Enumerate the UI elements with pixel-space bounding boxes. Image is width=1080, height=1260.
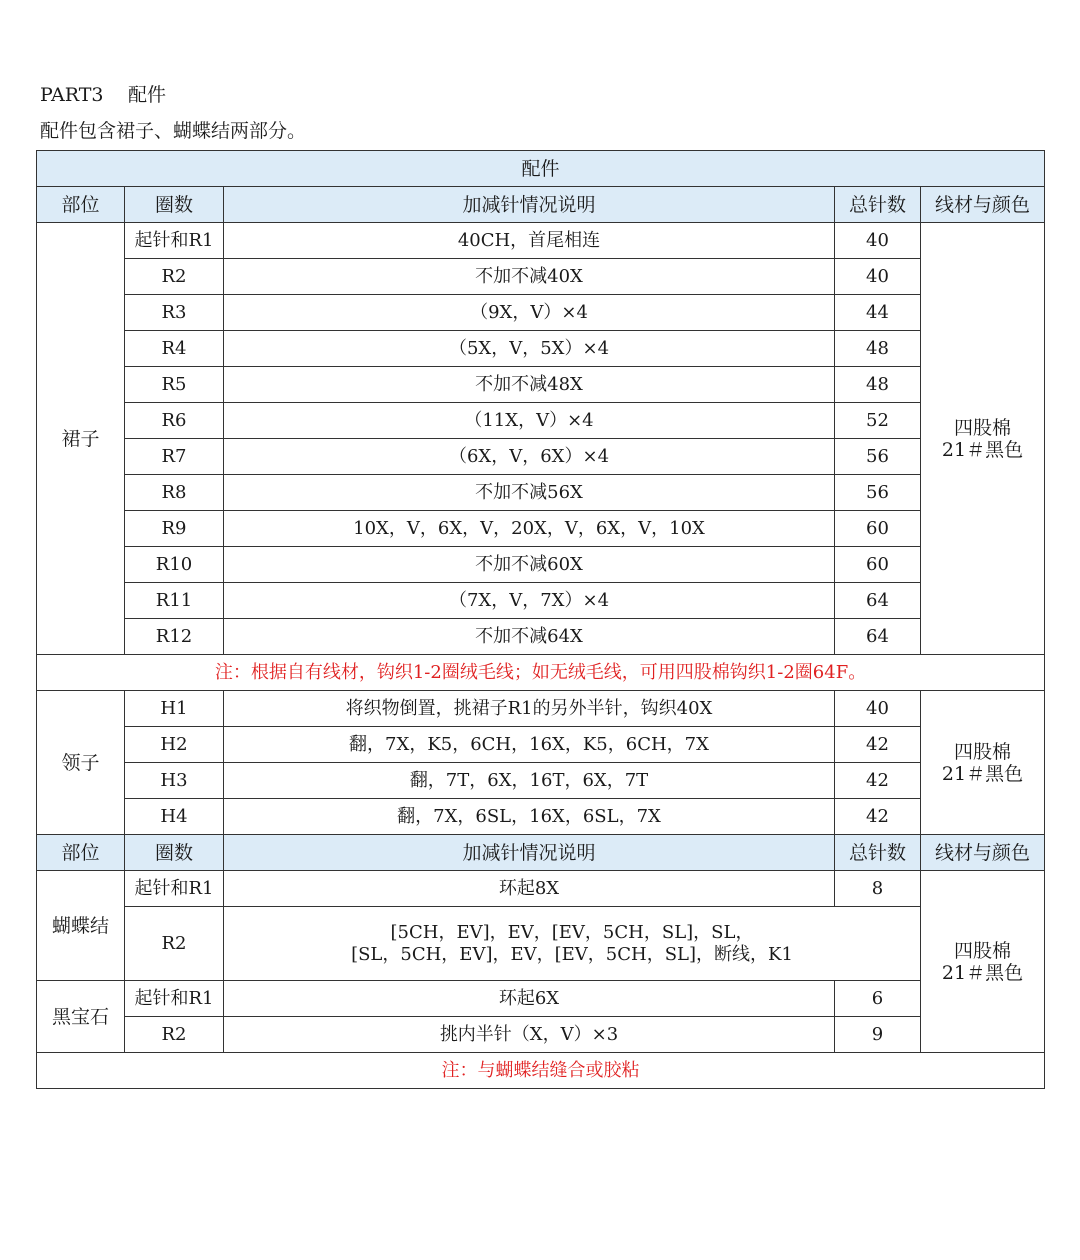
round-cell: R2	[125, 907, 224, 981]
description-cell: 环起6X	[224, 981, 835, 1017]
description-cell: （6X，V，6X）×4	[224, 439, 835, 475]
header-yarn: 线材与颜色	[921, 187, 1045, 223]
round-cell: R10	[125, 547, 224, 583]
total-cell: 42	[835, 763, 921, 799]
table-row	[37, 907, 1045, 981]
description-cell: 翻，7X，K5，6CH，16X，K5，6CH，7X	[224, 727, 835, 763]
header-total: 总针数	[835, 187, 921, 223]
table-row	[37, 871, 1045, 907]
round-cell: R3	[125, 295, 224, 331]
round-cell: H3	[125, 763, 224, 799]
round-cell: R9	[125, 511, 224, 547]
part-bow: 蝴蝶结	[37, 871, 125, 981]
header-description: 加减针情况说明	[224, 835, 835, 871]
total-cell: 40	[835, 691, 921, 727]
table-row	[37, 439, 1045, 475]
table-row	[37, 367, 1045, 403]
round-cell: H2	[125, 727, 224, 763]
description-cell: 40CH，首尾相连	[224, 223, 835, 259]
description-line: [5CH，EV]，EV，[EV，5CH，SL]，SL，	[390, 921, 754, 943]
section-heading	[40, 82, 166, 108]
description-cell: 翻，7X，6SL，16X，6SL，7X	[224, 799, 835, 835]
header-part: 部位	[37, 835, 125, 871]
round-cell: R7	[125, 439, 224, 475]
total-cell: 8	[835, 871, 921, 907]
table-row	[37, 295, 1045, 331]
description-cell: 翻，7T，6X，16T，6X，7T	[224, 763, 835, 799]
table-row	[37, 981, 1045, 1017]
round-cell: R6	[125, 403, 224, 439]
total-cell: 64	[835, 619, 921, 655]
total-cell: 40	[835, 223, 921, 259]
table-row	[37, 763, 1045, 799]
description-cell	[224, 907, 921, 981]
total-cell: 60	[835, 547, 921, 583]
description-cell: 挑内半针（X，V）×3	[224, 1017, 835, 1053]
skirt-note-row	[37, 655, 1045, 691]
part-title: 配件	[128, 84, 167, 106]
total-cell: 44	[835, 295, 921, 331]
table-row	[37, 619, 1045, 655]
total-cell: 60	[835, 511, 921, 547]
description-cell: （7X，V，7X）×4	[224, 583, 835, 619]
total-cell: 42	[835, 727, 921, 763]
description-line: [SL，5CH，EV]，EV，[EV，5CH，SL]，断线，K1	[351, 943, 793, 965]
yarn-color: 21＃黑色	[941, 961, 1024, 984]
header-total: 总针数	[835, 835, 921, 871]
total-cell: 9	[835, 1017, 921, 1053]
table-row	[37, 403, 1045, 439]
total-cell: 48	[835, 367, 921, 403]
yarn-color: 21＃黑色	[941, 438, 1024, 461]
total-cell: 48	[835, 331, 921, 367]
table-title: 配件	[37, 151, 1045, 187]
description-cell: 不加不减40X	[224, 259, 835, 295]
round-cell: H4	[125, 799, 224, 835]
table-row	[37, 511, 1045, 547]
table-row	[37, 799, 1045, 835]
part-gem: 黑宝石	[37, 981, 125, 1053]
round-cell: R11	[125, 583, 224, 619]
round-cell: R2	[125, 1017, 224, 1053]
description-cell: 环起8X	[224, 871, 835, 907]
description-cell: 不加不减48X	[224, 367, 835, 403]
gem-note: 注：与蝴蝶结缝合或胶粘	[37, 1053, 1045, 1089]
table-row	[37, 727, 1045, 763]
description-cell: （11X，V）×4	[224, 403, 835, 439]
total-cell: 64	[835, 583, 921, 619]
header-round: 圈数	[125, 835, 224, 871]
round-cell: R12	[125, 619, 224, 655]
round-cell: R8	[125, 475, 224, 511]
table-row	[37, 691, 1045, 727]
header-row	[37, 187, 1045, 223]
part-collar: 领子	[37, 691, 125, 835]
yarn-skirt	[921, 223, 1045, 655]
header-part: 部位	[37, 187, 125, 223]
header-round: 圈数	[125, 187, 224, 223]
yarn-type: 四股棉	[954, 740, 1012, 763]
yarn-type: 四股棉	[954, 416, 1012, 439]
total-cell: 56	[835, 439, 921, 475]
total-cell: 40	[835, 259, 921, 295]
header-row	[37, 835, 1045, 871]
table-row	[37, 331, 1045, 367]
table-row	[37, 583, 1045, 619]
description-cell: 不加不减56X	[224, 475, 835, 511]
yarn-type: 四股棉	[954, 939, 1012, 962]
yarn-bow	[921, 871, 1045, 1053]
round-cell: R2	[125, 259, 224, 295]
round-cell: H1	[125, 691, 224, 727]
yarn-color: 21＃黑色	[941, 762, 1024, 785]
table-row	[37, 475, 1045, 511]
accessories-pattern-table	[36, 150, 1045, 1089]
round-cell: R5	[125, 367, 224, 403]
total-cell: 56	[835, 475, 921, 511]
round-cell: 起针和R1	[125, 871, 224, 907]
description-cell: （5X，V，5X）×4	[224, 331, 835, 367]
round-cell: R4	[125, 331, 224, 367]
header-description: 加减针情况说明	[224, 187, 835, 223]
gem-note-row	[37, 1053, 1045, 1089]
total-cell: 6	[835, 981, 921, 1017]
description-cell: （9X，V）×4	[224, 295, 835, 331]
table-title-row	[37, 151, 1045, 187]
description-cell: 不加不减64X	[224, 619, 835, 655]
description-cell: 10X，V，6X，V，20X，V，6X，V，10X	[224, 511, 835, 547]
table-row	[37, 547, 1045, 583]
intro-text: 配件包含裙子、蝴蝶结两部分。	[40, 120, 307, 142]
description-cell: 不加不减60X	[224, 547, 835, 583]
round-cell: 起针和R1	[125, 223, 224, 259]
header-yarn: 线材与颜色	[921, 835, 1045, 871]
round-cell: 起针和R1	[125, 981, 224, 1017]
description-cell: 将织物倒置，挑裙子R1的另外半针，钩织40X	[224, 691, 835, 727]
part-skirt: 裙子	[37, 223, 125, 655]
skirt-note: 注：根据自有线材，钩织1-2圈绒毛线；如无绒毛线，可用四股棉钩织1-2圈64F。	[37, 655, 1045, 691]
yarn-collar	[921, 691, 1045, 835]
table-row	[37, 1017, 1045, 1053]
table-row	[37, 259, 1045, 295]
part-number: PART3	[40, 84, 104, 106]
total-cell: 42	[835, 799, 921, 835]
total-cell: 52	[835, 403, 921, 439]
table-row	[37, 223, 1045, 259]
